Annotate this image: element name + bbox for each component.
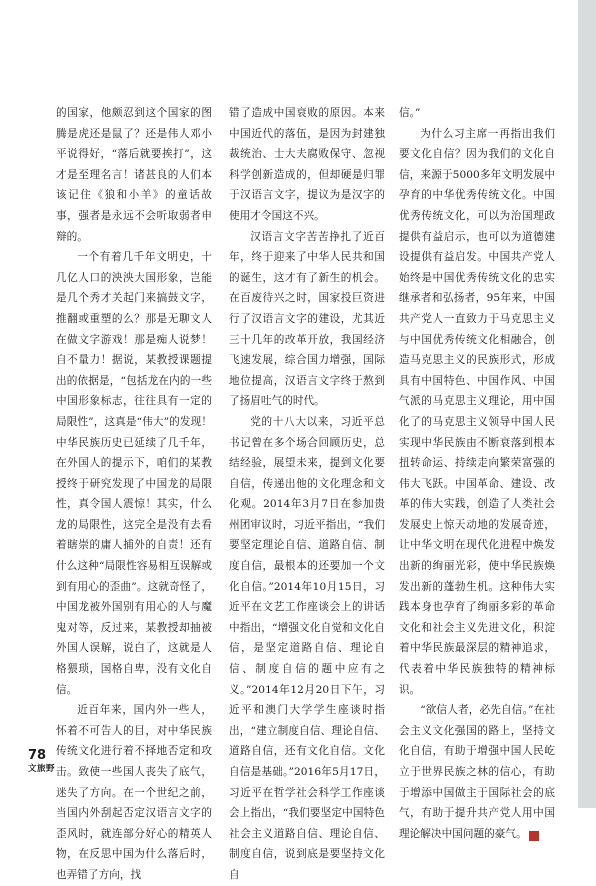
paragraph: 近百年来，国内外一些人，怀着不可告人的目，对中华民族传统文化进行着不择地否定和攻击。致使一些国人丧失了底气，迷失了方向。在一个世纪之前，当国内外刮起否定汉语言文字的歪风时，就连部分好心的精英人物，在反思中国为什么落后时，也弄错了方向，找	[56, 704, 212, 881]
end-of-article-mark: V	[529, 831, 539, 841]
paragraph: 信。”	[399, 107, 421, 119]
text-column-3	[399, 103, 555, 844]
paragraph: 错了造成中国衰败的原因。本来中国近代的落伍，是因为封建独裁统治、士大夫腐败保守、忽视科学创新造成的，但却硬是归罪于汉语言文字，提议为是汉字的使用才令国这不兴。	[229, 107, 385, 222]
paragraph	[399, 700, 555, 844]
paragraph: 党的十八大以来，习近平总书记曾在多个场合回顾历史，总结经验，展望未来，提到文化要自信，传递出他的文化理念和文化观。2014年3月7日在参加贵州团审议时，习近平指出，“我们要坚定理论自信、道路自信、制度自信，最根本的还要加一个文化自信。”2014年10月15日，习近平在文艺工作座谈会上的讲话中指出，“增强文化自觉和文化自信，是坚定道路自信、理论自信、制度自信的题中应有之义。”2014年12月20日下午，习近平和澳门大学学生座谈时指出，“建立制度自信、理论自信、道路自信，还有文化自信。文化自信是基础。”2016年5月17日，习近平在哲学社会科学工作座谈会上指出，“我们要坚定中国特色社会主义道路自信、理论自信、制度自信，说到底是要坚持文化自	[229, 415, 385, 881]
page-folio	[28, 749, 55, 775]
text-column-1	[56, 103, 212, 886]
paragraph-text: “欲信人者，必先自信。”在社会主义文化强国的路上，坚持文化自信，有助于增强中国人民屹立于世界民族之林的信心，有助于增添中国做主于国际社会的底气，有助于提升共产党人用中国理论解决中国问题的豪气。	[399, 704, 555, 840]
page-edge-strip	[578, 0, 596, 808]
page-number: 78	[28, 748, 47, 763]
paragraph: 的国家，他颇忍到这个国家的图腾是虎还是鼠了？还是伟人邓小平说得好，“落后就要挨打”，这才是至理名言！诸甚良的人们本该记住《狼和小羊》的童话故事，强者是永远不会听取弱者申辩的。	[56, 107, 212, 243]
text-column-2	[229, 103, 385, 886]
paragraph: 为什么习主席一再指出我们要文化自信？因为我们的文化自信，来源于5000多年文明发展中孕育的中华优秀传统文化。中国优秀传统文化，可以为治国理政提供有益启示，也可以为道德建设提供有益启发。中国共产党人始终是中国优秀传统文化的忠实继承者和弘扬者，95年来，中国共产党人一直致力于马克思主义与中国优秀传统文化相融合，创造马克思主义的民族形式，形成具有中国特色、中国作风、中国气派的马克思主义理论，用中国化了的马克思主义领导中国人民实现中华民族由不断衰落到根本扭转命运、持续走向繁荣富强的伟大飞跃。中国革命、建设、改革的伟大实践，创造了人类社会发展史上惊天动地的发展奇迹，让中华文明在现代化进程中焕发出新的绚丽光彩，使中华民族焕发出新的蓬勃生机。这种伟大实践本身也孕育了绚丽多彩的革命文化和社会主义先进文化，积淀着中华民族最深层的精神追求，代表着中华民族独特的精神标识。	[399, 127, 555, 696]
paragraph: 一个有着几千年文明史，十几亿人口的泱泱大国形象，岂能是几个秀才关起门来搞鼓文字，推翻或重塑的么？那是无聊文人在做文字游戏！那是痴人说梦！自不量力！据说，某教授课题提出的依据是，“包括龙在内的一些中国形象标志，往往具有一定的局限性”，这真是“伟大”的发现！中华民族历史已延续了几千年，在外国人的提示下，咱们的某教授终于研究发现了中国龙的局限性，真令国人震惊！其实，什么龙的局限性，这完全是没有去看着瞎崇的庸人捕外的自责！还有什么这种“局限性容易相互误解或到有用心的歪曲”。这就奇怪了，中国龙被外国别有用心的人与魔鬼对等，反过来，某教授却抽被外国人误解，说白了，这就是人格猥琐，国格自卑，没有文化自信。	[56, 251, 212, 696]
paragraph: 汉语言文字苦苦挣扎了近百年，终于迎来了中华人民共和国的诞生，这才有了新生的机会。在百废待兴之时，国家投巨资进行了汉语言文字的建设，尤其近三十几年的改革开放，我国经济飞速发展，综合国力增强，国际地位提高，汉语言文字终于熬到了扬眉吐气的时代。	[229, 230, 385, 408]
publication-name: 文旅野	[28, 764, 56, 774]
